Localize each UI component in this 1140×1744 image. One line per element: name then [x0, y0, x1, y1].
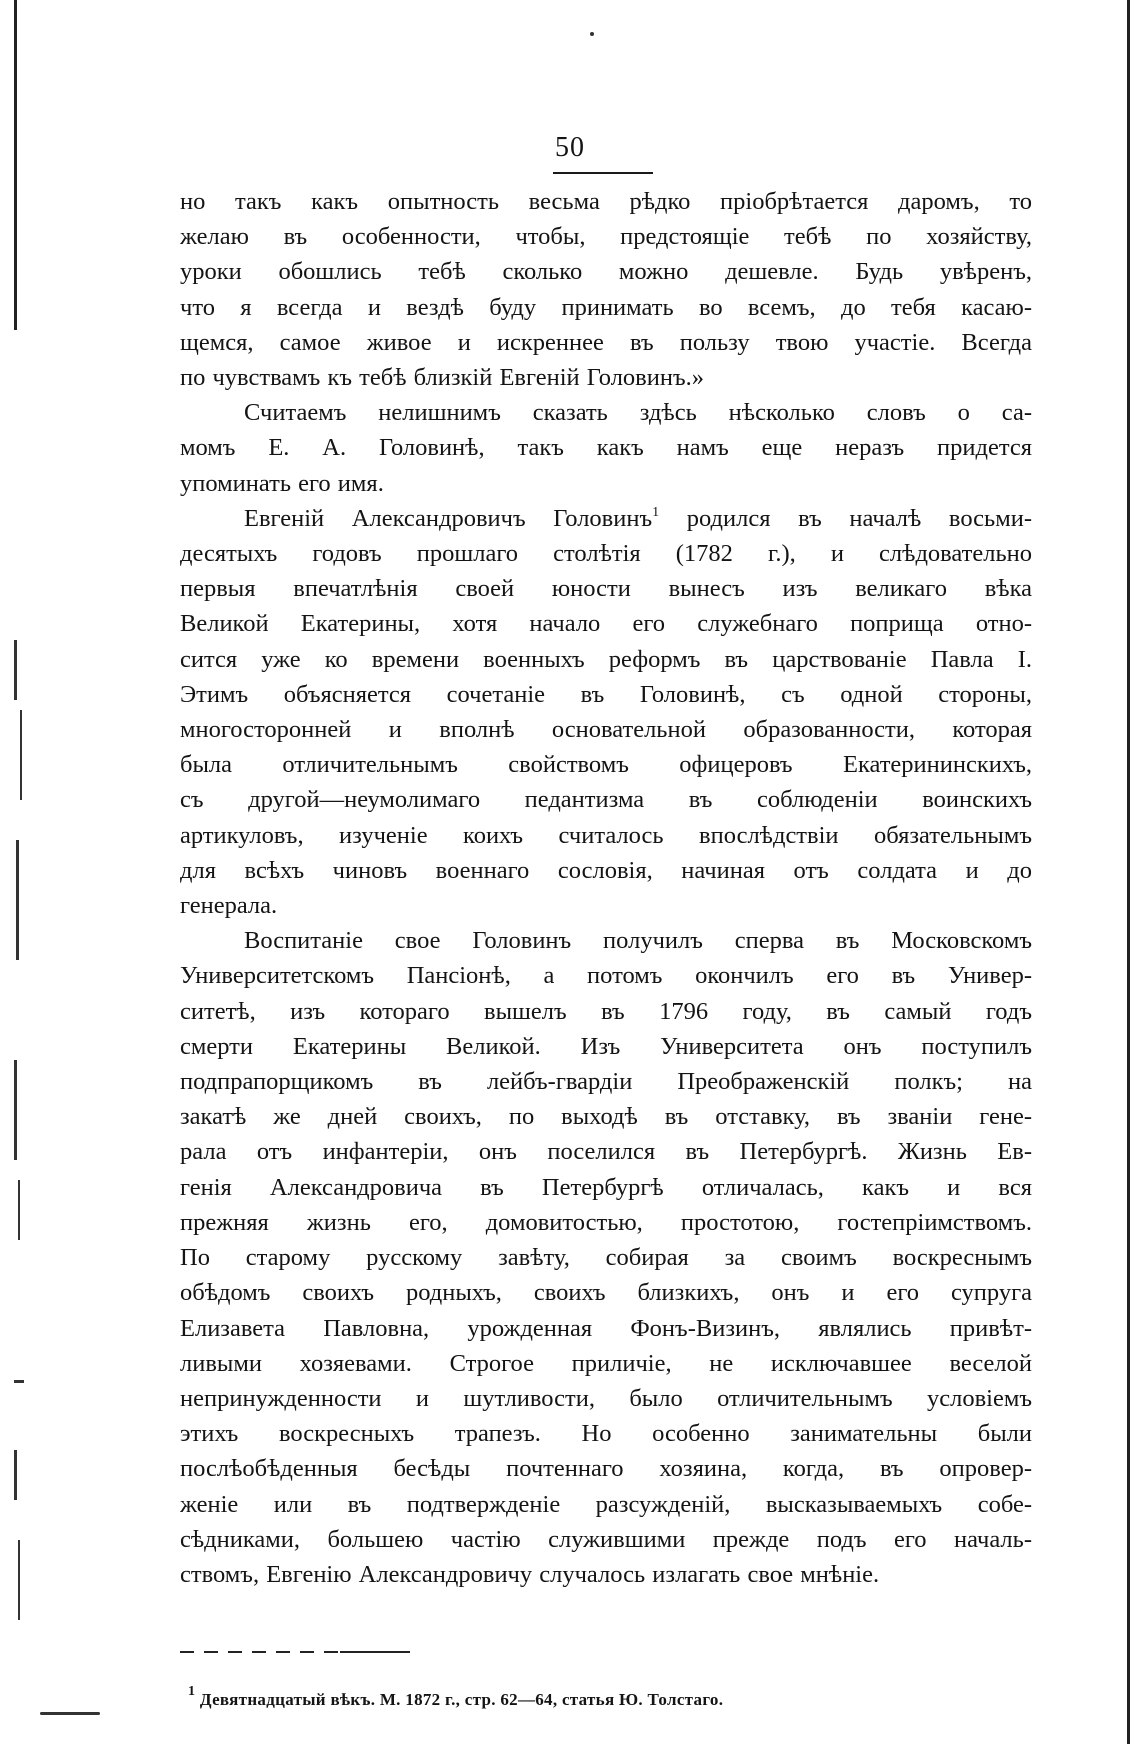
scan-dot — [590, 32, 594, 36]
text-line: женіе или въ подтвержденіе разсужденій, высказываемыхъ собе- — [180, 1490, 1032, 1518]
scan-edge-bottom — [40, 1712, 100, 1715]
paragraph-2 — [180, 395, 1032, 501]
text-line: момъ Е. А. Головинѣ, такъ какъ намъ еще неразъ придется — [180, 434, 1032, 462]
text-line: Елизавета Павловна, урожденная Фонъ-Визинъ, являлись привѣт- — [180, 1314, 1032, 1342]
text-line: подпрапорщикомъ въ лейбъ-гвардіи Преображенскій полкъ; на — [180, 1068, 1032, 1096]
text-line: генерала. — [180, 892, 278, 920]
text-line: щемся, самое живое и искреннее въ пользу твою участіе. Всегда — [180, 328, 1032, 356]
page-number: 50 — [555, 132, 585, 163]
text-line: ствомъ, Евгенію Александровичу случалось излагать свое мнѣніе. — [180, 1560, 880, 1588]
text-line: Считаемъ нелишнимъ сказать здѣсь нѣсколько словъ о са- — [244, 399, 1032, 427]
text-line: обѣдомъ своихъ родныхъ, своихъ близкихъ, онъ и его супруга — [180, 1279, 1032, 1307]
scan-edge-left — [14, 0, 17, 330]
text-line: прежняя жизнь его, домовитостью, простотою, гостепріимствомъ. — [180, 1208, 1032, 1236]
text-line: этихъ воскресныхъ трапезъ. Но особенно занимательны были — [180, 1420, 1032, 1448]
footnote-text: Девятнадцатый вѣкъ. М. 1872 г., стр. 62—64, статья Ю. Толстаго. — [199, 1690, 724, 1709]
text-line: послѣобѣденныя бесѣды почтеннаго хозяина, когда, въ опровер- — [180, 1455, 1032, 1483]
text-line: многосторонней и вполнѣ основательной образованности, которая — [180, 716, 1032, 744]
text-line: По старому русскому завѣту, собирая за своимъ воскреснымъ — [180, 1244, 1032, 1272]
text-line: сѣдниками, большею частію служившими прежде подъ его началь- — [180, 1525, 1032, 1553]
body-text — [180, 184, 1032, 1592]
footnote — [188, 1684, 724, 1710]
paragraph-1 — [180, 184, 1032, 395]
text-line: рала отъ инфантеріи, онъ поселился въ Петербургѣ. Жизнь Ев- — [180, 1138, 1032, 1166]
header-rule — [553, 172, 653, 174]
text-line: что я всегда и вездѣ буду принимать во всемъ, до тебя касаю- — [180, 293, 1032, 321]
footnote-separator-solid — [340, 1651, 410, 1653]
text-line: но такъ какъ опытность весьма рѣдко пріобрѣтается даромъ, то — [180, 188, 1032, 215]
text-line: непринужденности и шутливости, было отличительнымъ условіемъ — [180, 1384, 1032, 1412]
text-line: ливыми хозяевами. Строгое приличіе, не исключавшее веселой — [180, 1349, 1032, 1377]
text-line — [180, 501, 1032, 536]
text-line: уроки обошлись тебѣ сколько можно дешевле. Будь увѣренъ, — [180, 258, 1032, 286]
text-line: Университетскомъ Пансіонѣ, а потомъ окончилъ его въ Универ- — [180, 962, 1032, 990]
text-line: для всѣхъ чиновъ военнаго сословія, начиная отъ солдата и до — [180, 856, 1032, 884]
text-line: съ другой—неумолимаго педантизма въ соблюденіи воинскихъ — [180, 786, 1032, 814]
text-line: первыя впечатлѣнія своей юности вынесъ изъ великаго вѣка — [180, 575, 1032, 603]
text-line: десятыхъ годовъ прошлаго столѣтія (1782 г.), и слѣдовательно — [180, 540, 1032, 568]
text-fragment: Евгеній Александровичъ Головинъ — [244, 504, 653, 532]
text-line: артикуловъ, изученіе коихъ считалось впослѣдствіи обязательнымъ — [180, 821, 1032, 849]
footnote-reference[interactable]: 1 — [652, 504, 660, 520]
footnote-marker: 1 — [188, 1684, 196, 1699]
text-line: Этимъ объясняется сочетаніе въ Головинѣ, съ одной стороны, — [180, 680, 1032, 708]
text-line: закатѣ же дней своихъ, по выходѣ въ отставку, въ званіи гене- — [180, 1103, 1032, 1131]
text-line: была отличительнымъ свойствомъ офицеровъ Екатерининскихъ, — [180, 751, 1032, 779]
paragraph-4 — [180, 923, 1032, 1592]
text-line: Воспитаніе свое Головинъ получилъ сперва въ Московскомъ — [244, 927, 1032, 955]
text-line: упоминать его имя. — [180, 469, 384, 497]
text-line: желаю въ особенности, чтобы, предстоящіе тебѣ по хозяйству, — [180, 223, 1032, 251]
text-line: по чувствамъ къ тебѣ близкій Евгеній Головинъ.» — [180, 364, 705, 392]
text-line: сится уже ко времени военныхъ реформъ въ царствованіе Павла I. — [180, 645, 1032, 673]
text-line: смерти Екатерины Великой. Изъ Университета онъ поступилъ — [180, 1032, 1032, 1060]
text-line: Великой Екатерины, хотя начало его служебнаго поприща отно- — [180, 610, 1032, 638]
scan-edge-marks — [14, 640, 54, 1640]
paragraph-3 — [180, 501, 1032, 923]
text-line: ситетѣ, изъ котораго вышелъ въ 1796 году, въ самый годъ — [180, 997, 1032, 1025]
text-line: генія Александровича въ Петербургѣ отличалась, какъ и вся — [180, 1173, 1032, 1201]
text-fragment: родился въ началѣ восьми- — [659, 504, 1032, 532]
scan-edge-right — [1127, 0, 1130, 1744]
